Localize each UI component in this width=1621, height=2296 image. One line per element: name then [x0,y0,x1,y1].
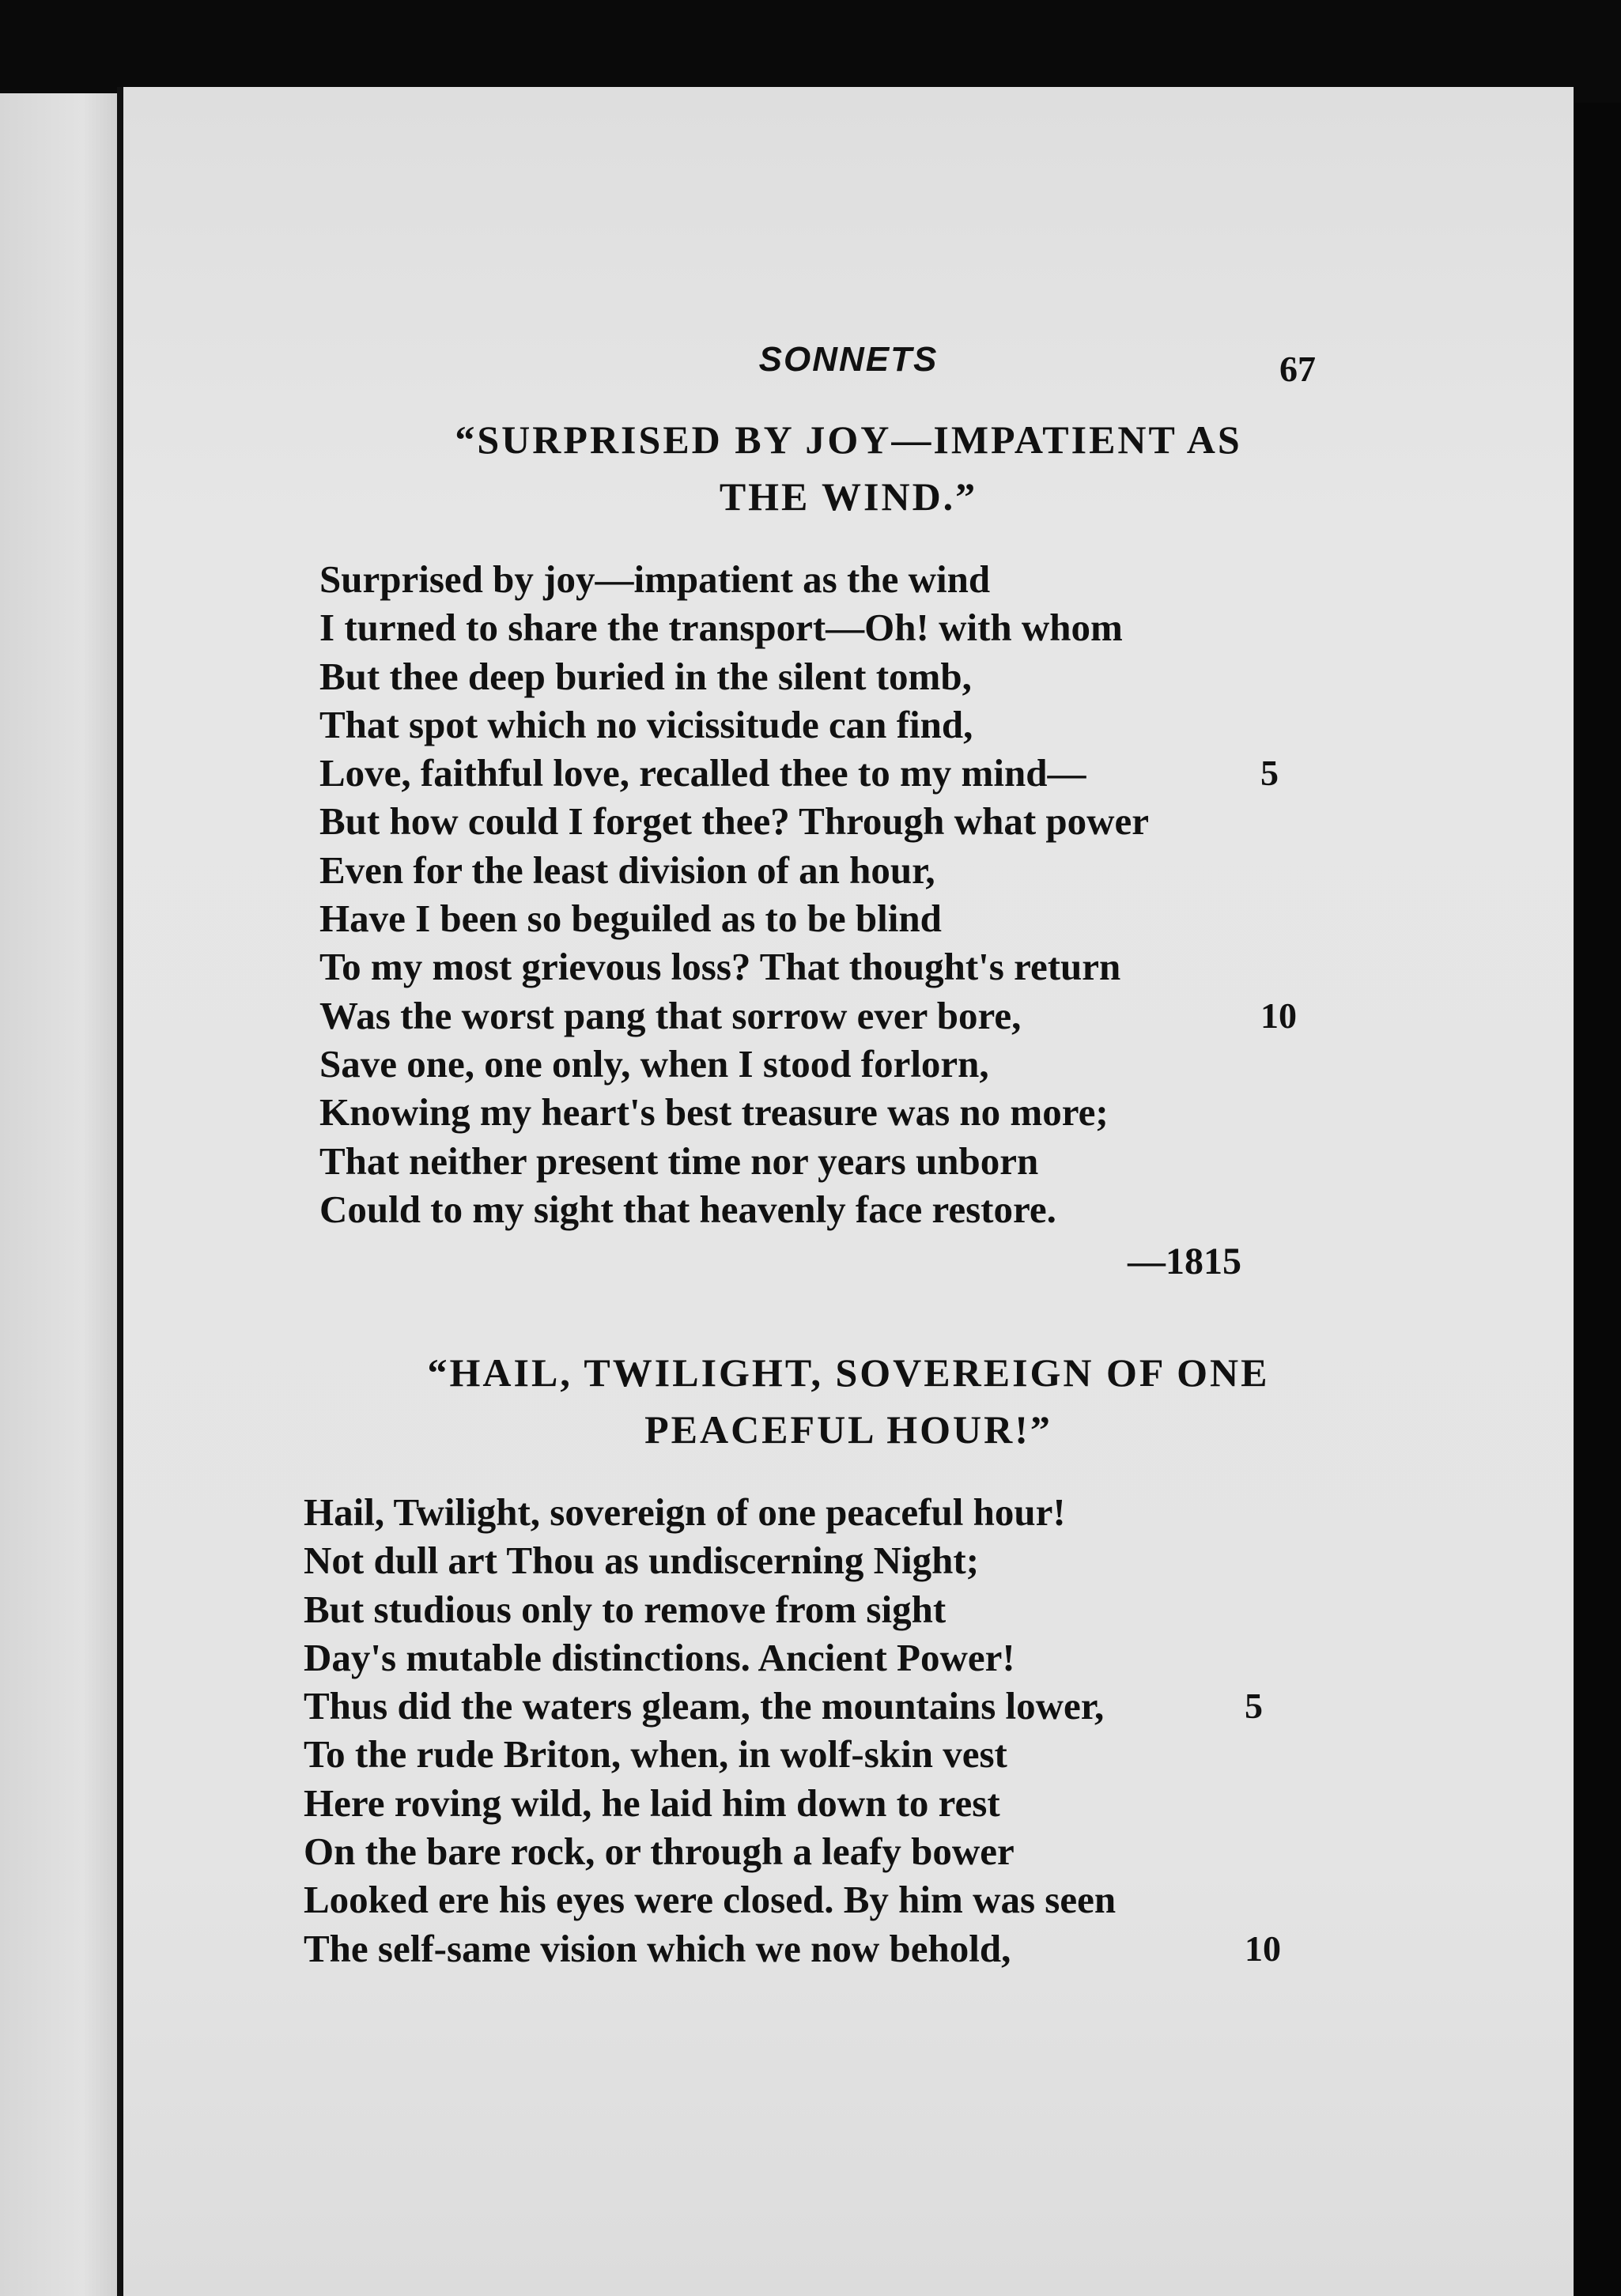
poem-lines [123,1488,1355,1973]
poem-line: That spot which no vicissitude can find, [319,702,973,746]
poem-line: Day's mutable distinctions. Ancient Power! [304,1635,1015,1679]
poem-lines [123,555,1371,1233]
poem-line: Hail, Twilight, sovereign of one peaceful hour! [304,1490,1066,1534]
running-head: SONNETS [758,340,939,379]
poem-line: Save one, one only, when I stood forlorn, [319,1041,989,1086]
poem-line: The self-same vision which we now behold, 10 [304,1924,1355,1973]
poem-title [123,1344,1574,1458]
book-page [123,87,1574,2296]
poem-line: But how could I forget thee? Through what power [319,799,1150,844]
facing-page-edge [0,93,119,2296]
poem-title-line: “HAIL, TWILIGHT, SOVEREIGN OF ONE [427,1350,1270,1395]
line-number: 10 [1260,995,1297,1036]
poem-surprised-by-joy [123,411,1574,1283]
poem-date: —1815 [1128,1241,1241,1283]
poem-line: I turned to share the transport—Oh! with whom [319,606,1123,650]
page-edge-shadow [1574,103,1621,2296]
line-number: 5 [1260,753,1279,794]
poem-line: Knowing my heart's best treasure was no more; [319,1090,1109,1135]
poem-line: Surprised by joy—impatient as the wind [319,557,991,601]
line-number: 5 [1245,1686,1263,1727]
poem-line: Here roving wild, he laid him down to rest [304,1781,1000,1825]
poem-title-line: PEACEFUL HOUR!” [644,1407,1052,1452]
poem-line: Was the worst pang that sorrow ever bore, 10 [319,991,1371,1040]
poem-line: But thee deep buried in the silent tomb, [319,654,972,698]
poem-line: Looked ere his eyes were closed. By him was seen [304,1878,1117,1922]
poem-line: But studious only to remove from sight [304,1587,947,1631]
poem-line: Love, faithful love, recalled thee to my mind— 5 [319,749,1371,797]
page-gutter [117,87,123,2296]
poem-line: Have I been so beguiled as to be blind [319,897,942,941]
poem-line: On the bare rock, or through a leafy bower [304,1830,1015,1874]
poem-line: Could to my sight that heavenly face restore. [319,1187,1056,1231]
poem-line: Not dull art Thou as undiscerning Night; [304,1539,980,1583]
poem-line: To the rude Briton, when, in wolf-skin vest [304,1732,1007,1777]
poem-line: To my most grievous loss? That thought's return [319,945,1121,989]
poem-title [123,411,1574,525]
poem-line: Even for the least division of an hour, [319,848,935,892]
line-number: 10 [1245,1928,1281,1969]
poem-line: Thus did the waters gleam, the mountains lower, 5 [304,1682,1355,1730]
page-number: 67 [1279,349,1316,389]
poem-hail-twilight [123,1344,1574,1973]
poem-line: That neither present time nor years unborn [319,1139,1039,1183]
poem-title-line: “SURPRISED BY JOY—IMPATIENT AS [455,417,1242,462]
poem-title-line: THE WIND.” [719,474,978,519]
